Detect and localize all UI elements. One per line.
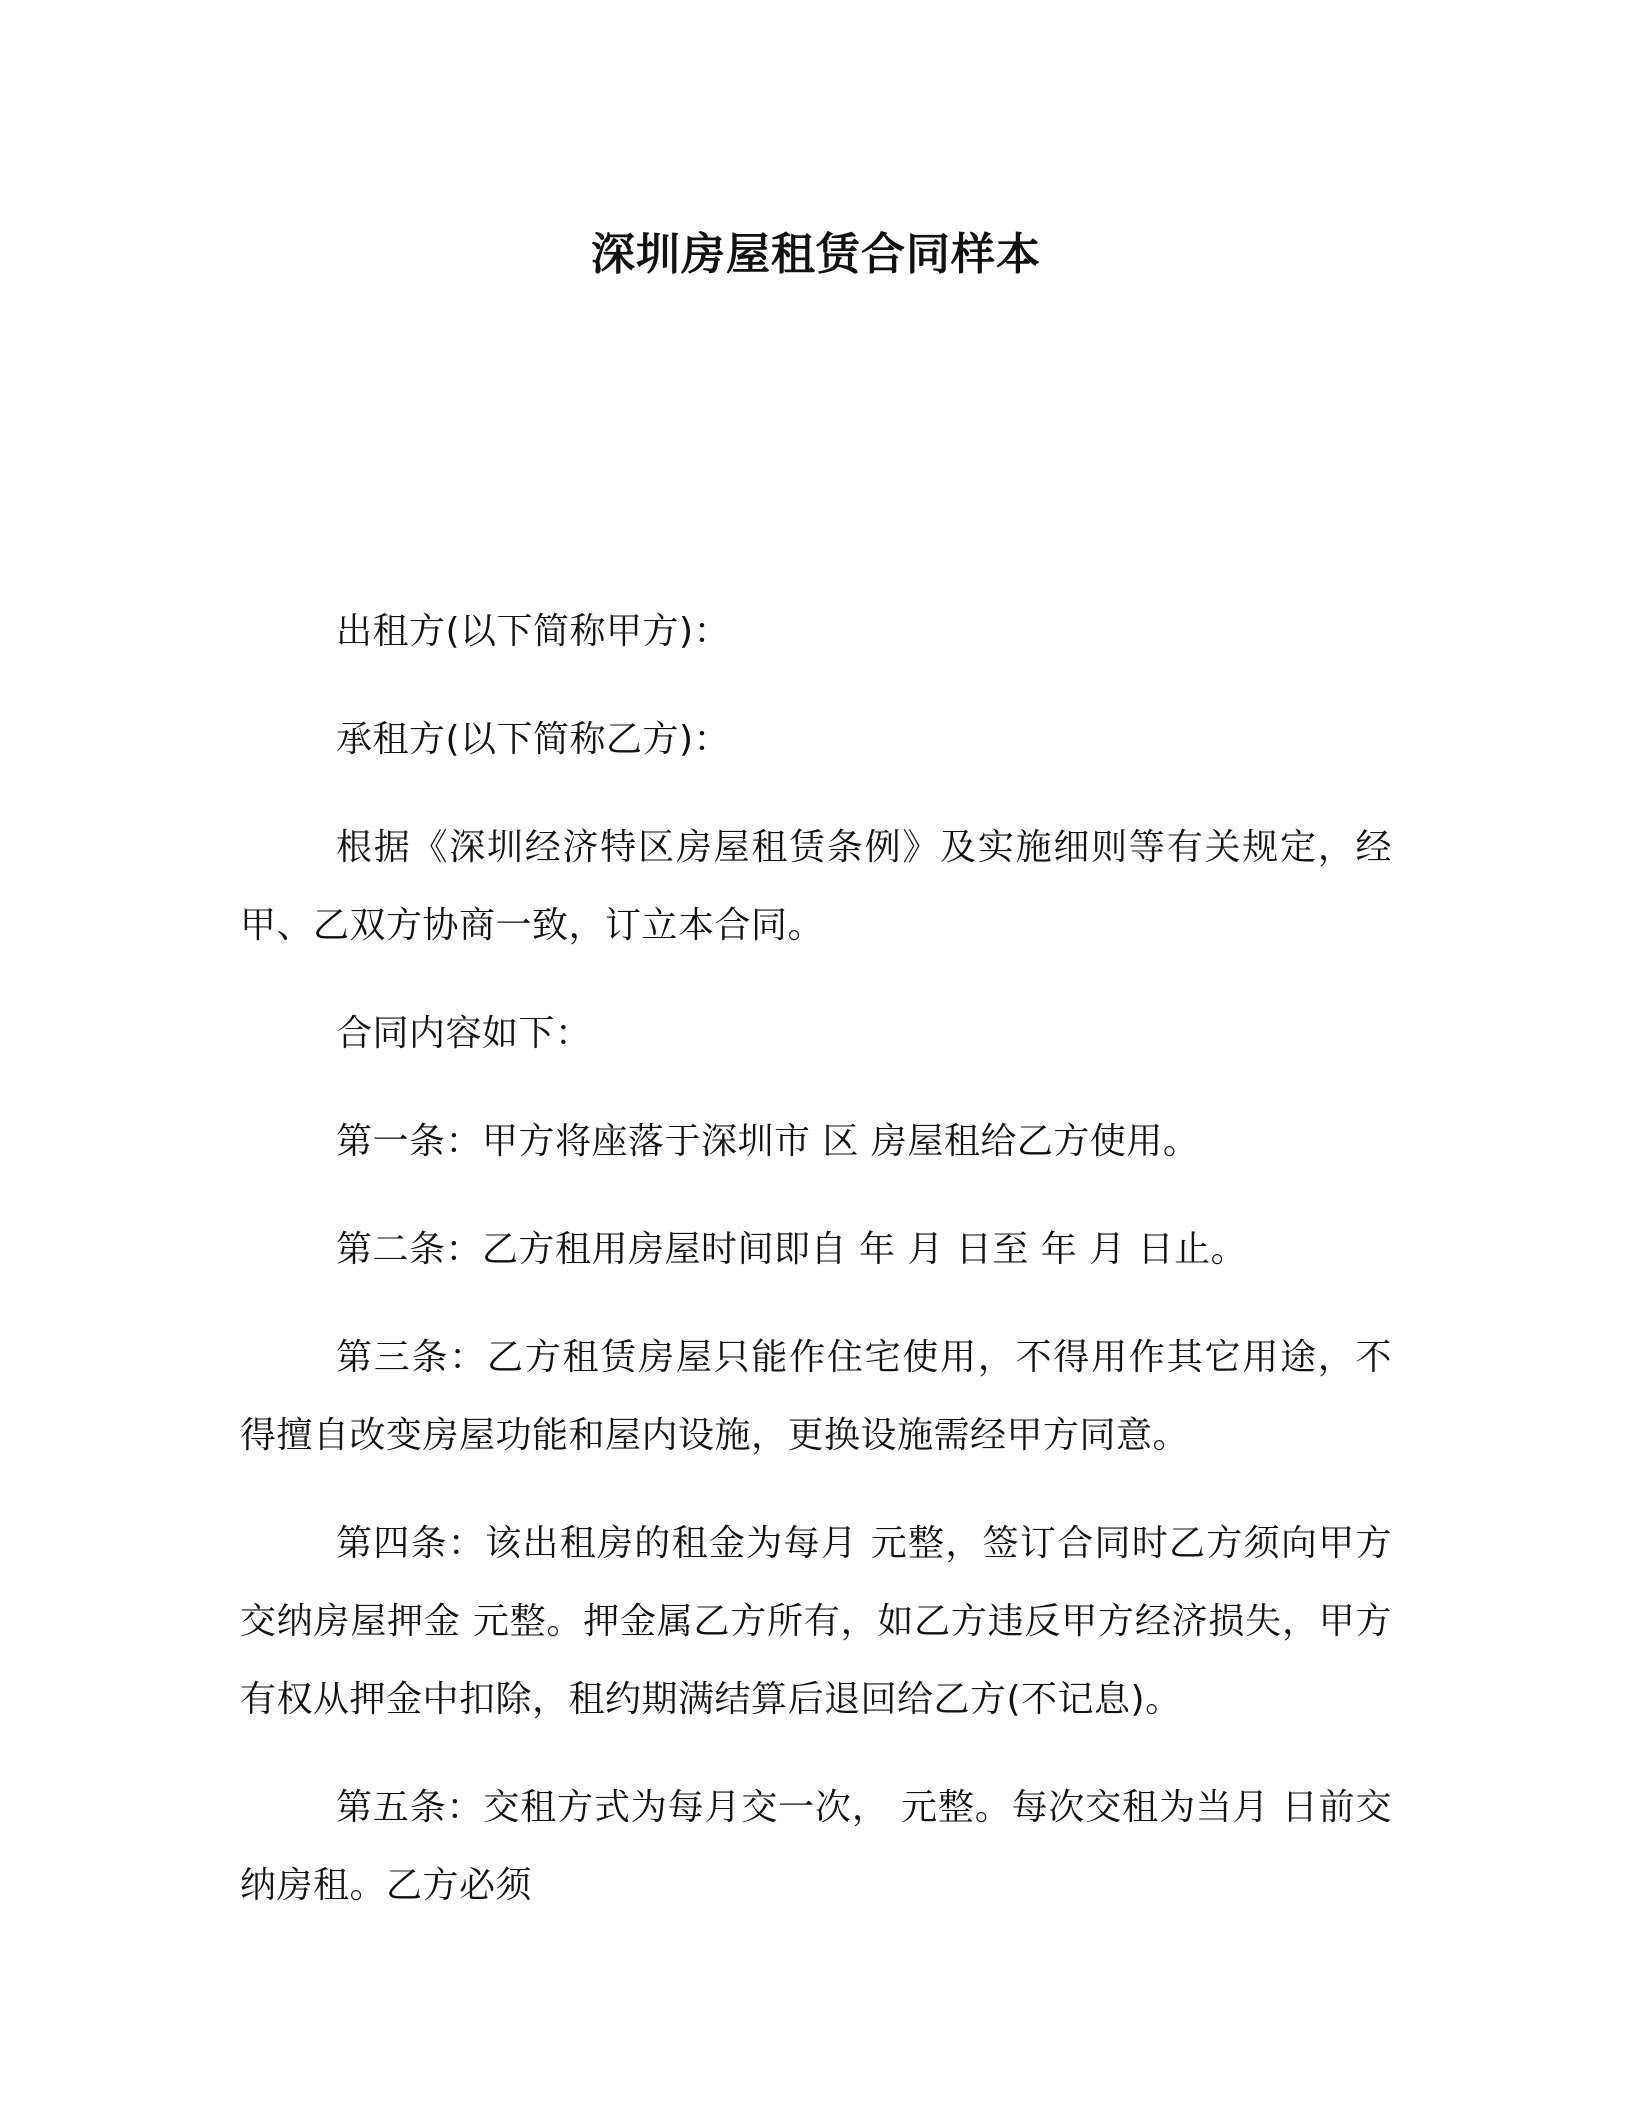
paragraph-article-1: 第一条：甲方将座落于深圳市 区 房屋租给乙方使用。 bbox=[336, 1121, 1200, 1162]
document-title: 深圳房屋租赁合同样本 bbox=[591, 229, 1041, 280]
paragraph-article-4: 第四条：该出租房的租金为每月 元整，签订合同时乙方须向甲方交纳房屋押金 元整。押金属乙方所有，如乙方违反甲方经济损失，甲方有权从押金中扣除，租约期满结算后退回给乙方(不记息)。 bbox=[240, 1523, 1392, 1720]
paragraph-article-5: 第五条：交租方式为每月交一次， 元整。每次交租为当月 日前交纳房租。乙方必须 bbox=[240, 1787, 1392, 1906]
paragraph-contents-intro: 合同内容如下： bbox=[336, 1013, 592, 1054]
paragraph-preamble: 根据《深圳经济特区房屋租赁条例》及实施细则等有关规定，经甲、乙双方协商一致，订立本合同。 bbox=[240, 827, 1392, 946]
document-body bbox=[240, 593, 1392, 1955]
paragraph-article-3: 第三条：乙方租赁房屋只能作住宅使用，不得用作其它用途，不得擅自改变房屋功能和屋内设施，更换设施需经甲方同意。 bbox=[240, 1337, 1392, 1456]
paragraph-lessee: 承租方(以下简称乙方)： bbox=[336, 719, 731, 760]
paragraph-lessor: 出租方(以下简称甲方)： bbox=[336, 611, 731, 652]
paragraph-article-2: 第二条：乙方租用房屋时间即自 年 月 日至 年 月 日止。 bbox=[336, 1229, 1248, 1270]
